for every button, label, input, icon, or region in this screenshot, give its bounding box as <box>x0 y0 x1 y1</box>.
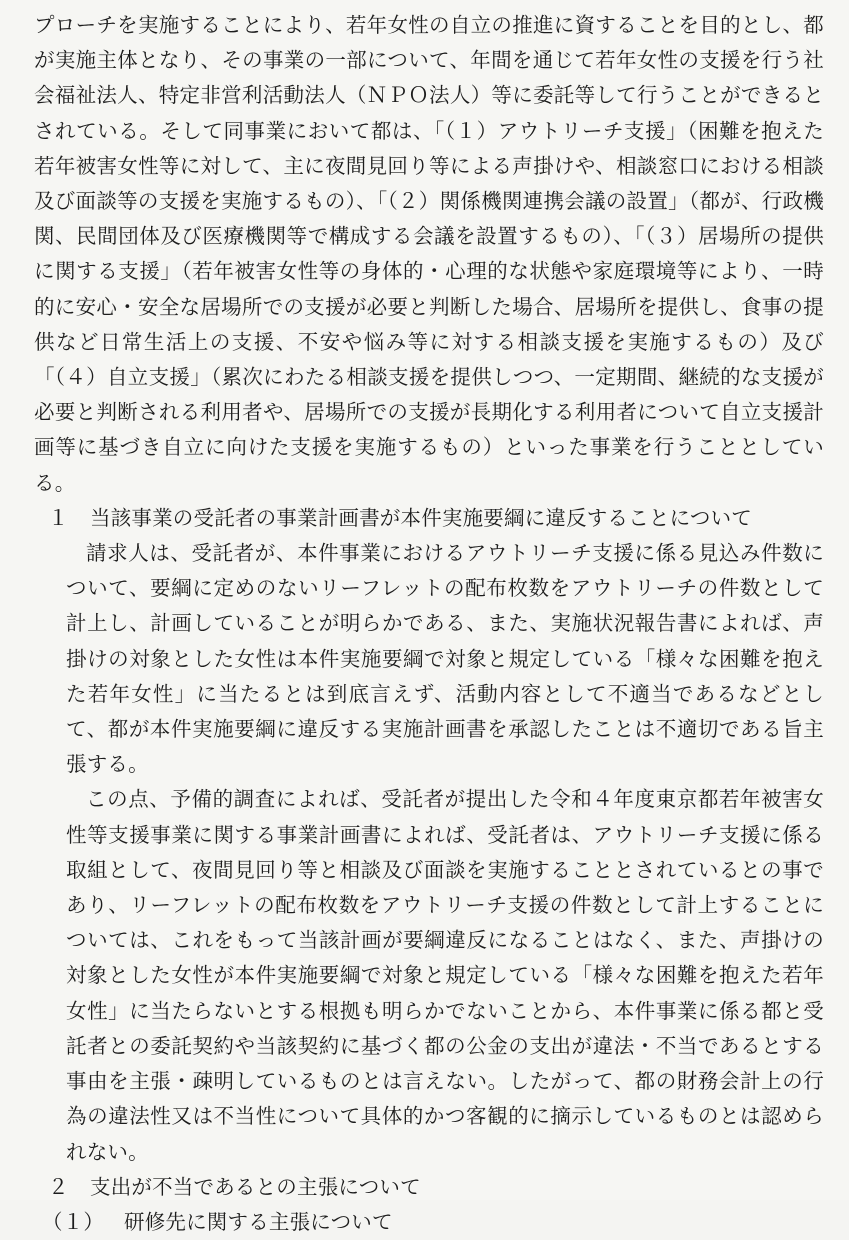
subsection-2-1-heading <box>34 1205 824 1240</box>
section-1-title: 当該事業の受託者の事業計画書が本件実施要綱に違反することについて <box>90 505 752 530</box>
subsection-2-1-number: （１） <box>42 1209 105 1234</box>
intro-paragraph: プローチを実施することにより、若年女性の自立の推進に資することを目的とし、都が実施主体となり、その事業の一部について、年間を通じて若年女性の支援を行う社会福祉法人、特定非営利活動法人（ＮＰＯ法人）等に委託等して行うことができるとされている。そして同事業において都は、「（１）アウトリーチ支援」（困難を抱えた若年被害女性等に対して、主に夜間見回り等による声掛けや、相談窓口における相談及び面談等の支援を実施するもの）、「（２）関係機関連携会議の設置」（都が、行政機関、民間団体及び医療機関等で構成する会議を設置するもの）、「（３）居場所の提供に関する支援」（若年被害女性等の身体的・心理的な状態や家庭環境等により、一時的に安心・安全な居場所での支援が必要と判断した場合、居場所を提供し、食事の提供など日常生活上の支援、不安や悩み等に対する相談支援を実施するもの）及び「（４）自立支援」（累次にわたる相談支援を提供しつつ、一定期間、継続的な支援が必要と判断される利用者や、居場所での支援が長期化する利用者について自立支援計画等に基づき自立に向けた支援を実施するもの）といった事業を行うこととしている。 <box>34 13 824 495</box>
section-1-body <box>34 536 824 1170</box>
document-body <box>34 8 824 1240</box>
section-1-paragraph-finding: この点、予備的調査によれば、受託者が提出した令和４年度東京都若年被害女性等支援事業に関する事業計画書によれば、受託者は、アウトリーチ支援に係る取組として、夜間見回り等と相談及び面談を実施することとされているとの事であり、リーフレットの配布枚数をアウトリーチ支援の件数として計上することについては、これをもって当該計画が要綱違反になることはなく、また、声掛けの対象とした女性が本件実施要綱で対象と規定している「様々な困難を抱えた若年女性」に当たらないとする根拠も明らかでないことから、本件事業に係る都と受託者との委託契約や当該契約に基づく都の公金の支出が違法・不当であるとする事由を主張・疎明しているものとは言えない。したがって、都の財務会計上の行為の違法性又は不当性について具体的かつ客観的に摘示しているものとは認められない。 <box>66 787 824 1164</box>
section-2-title: 支出が不当であるとの主張について <box>90 1174 421 1199</box>
subsection-2-1-title: 研修先に関する主張について <box>124 1209 393 1234</box>
section-1-heading <box>34 501 824 536</box>
section-2-number: ２ <box>48 1174 69 1199</box>
section-1-number: １ <box>48 505 69 530</box>
section-1-paragraph-claim: 請求人は、受託者が、本件事業におけるアウトリーチ支援に係る見込み件数について、要綱に定めのないリーフレットの配布枚数をアウトリーチの件数として計上し、計画していることが明らかである、また、実施状況報告書によれば、声掛けの対象とした女性は本件実施要綱で対象と規定している「様々な困難を抱えた若年女性」に当たるとは到底言えず、活動内容として不適当であるなどとして、都が本件実施要綱に違反する実施計画書を承認したことは不適切である旨主張する。 <box>66 541 824 777</box>
